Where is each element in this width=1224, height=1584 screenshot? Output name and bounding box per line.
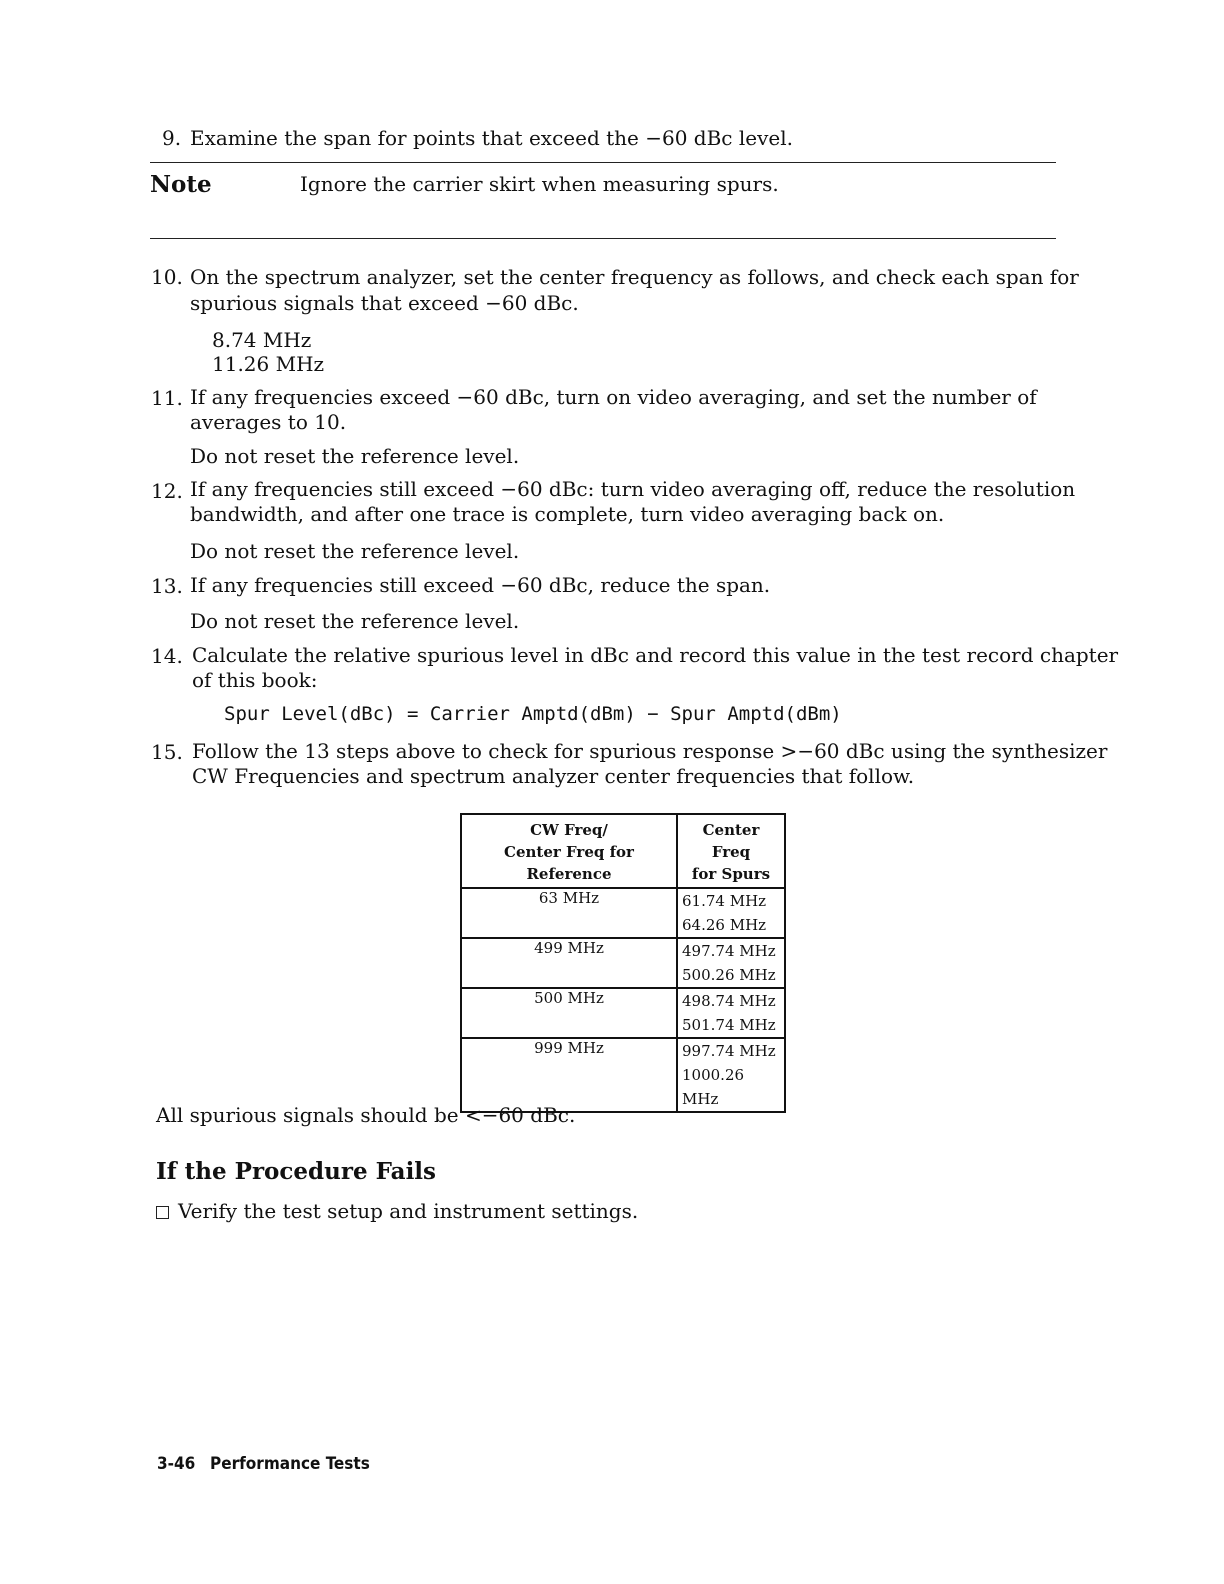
spur-value: 61.74 MHz — [682, 892, 767, 910]
conclusion-text: All spurious signals should be <−60 dBc. — [156, 1103, 576, 1127]
frequency-value: 11.26 MHz — [212, 352, 325, 376]
step-text-line: Follow the 13 steps above to check for spurious response >−60 dBc using the synthesizer — [192, 739, 1108, 763]
step-text-line: Calculate the relative spurious level in dBc and record this value in the test record chapter — [192, 643, 1119, 667]
step-text-line: If any frequencies still exceed −60 dBc, reduce the span. — [190, 573, 771, 597]
spurs-cell — [677, 988, 785, 1038]
table-header-row — [461, 814, 785, 888]
step-number: 9. — [162, 126, 182, 150]
checklist-item: Verify the test setup and instrument settings. — [178, 1199, 639, 1223]
note-bottom-rule — [150, 238, 1056, 239]
step-subtext: Do not reset the reference level. — [190, 609, 520, 633]
note-top-rule — [150, 162, 1056, 163]
spur-value: 997.74 MHz — [682, 1042, 776, 1060]
reference-cell: 500 MHz — [461, 988, 677, 1038]
reference-cell: 63 MHz — [461, 888, 677, 938]
step-text-line: spurious signals that exceed −60 dBc. — [190, 291, 579, 315]
frequency-table — [460, 813, 786, 1113]
step-text-line: If any frequencies still exceed −60 dBc: turn video averaging off, reduce the resolution — [190, 477, 1076, 501]
frequency-value: 8.74 MHz — [212, 328, 312, 352]
step-text-line: If any frequencies exceed −60 dBc, turn on video averaging, and set the number of — [190, 385, 1037, 409]
table-row — [461, 1038, 785, 1112]
step-number: 14. — [151, 644, 183, 668]
page-number: 3-46 — [157, 1454, 196, 1474]
spur-value: 501.74 MHz — [682, 1016, 776, 1034]
section-heading: If the Procedure Fails — [156, 1158, 436, 1185]
spur-value: 497.74 MHz — [682, 942, 776, 960]
step-number: 11. — [151, 386, 183, 410]
step-text-line: of this book: — [192, 668, 318, 692]
step-number: 13. — [151, 574, 183, 598]
header-reference — [461, 814, 677, 888]
note-label: Note — [150, 171, 212, 198]
checkbox-icon — [156, 1206, 169, 1219]
header-spurs — [677, 814, 785, 888]
reference-cell: 499 MHz — [461, 938, 677, 988]
step-text: Examine the span for points that exceed the −60 dBc level. — [190, 126, 793, 150]
footer-section: Performance Tests — [210, 1454, 370, 1474]
step-text-line: On the spectrum analyzer, set the center frequency as follows, and check each span for — [190, 265, 1079, 289]
note-text: Ignore the carrier skirt when measuring spurs. — [300, 172, 779, 196]
header-line: CW Freq/ — [530, 821, 608, 839]
spur-value: 64.26 MHz — [682, 916, 767, 934]
table-row — [461, 988, 785, 1038]
table-row — [461, 938, 785, 988]
reference-cell: 999 MHz — [461, 1038, 677, 1112]
spur-value: 1000.26 MHz — [682, 1066, 745, 1108]
header-line: for Spurs — [691, 865, 771, 883]
step-subtext: Do not reset the reference level. — [190, 444, 520, 468]
header-line: Center Freq for Reference — [504, 843, 634, 883]
spurs-cell — [677, 1038, 785, 1112]
table-row — [461, 888, 785, 938]
spurs-cell — [677, 938, 785, 988]
step-subtext: Do not reset the reference level. — [190, 539, 520, 563]
spurs-cell — [677, 888, 785, 938]
step-number: 10. — [151, 265, 183, 289]
header-line: Center Freq — [702, 821, 760, 861]
step-number: 15. — [151, 740, 183, 764]
step-text-line: averages to 10. — [190, 410, 347, 434]
spur-value: 500.26 MHz — [682, 966, 776, 984]
spur-value: 498.74 MHz — [682, 992, 776, 1010]
step-number: 12. — [151, 479, 183, 503]
step-text-line: CW Frequencies and spectrum analyzer center frequencies that follow. — [192, 764, 915, 788]
formula: Spur Level(dBc) = Carrier Amptd(dBm) − Spur Amptd(dBm) — [224, 703, 842, 725]
step-text-line: bandwidth, and after one trace is complete, turn video averaging back on. — [190, 502, 945, 526]
